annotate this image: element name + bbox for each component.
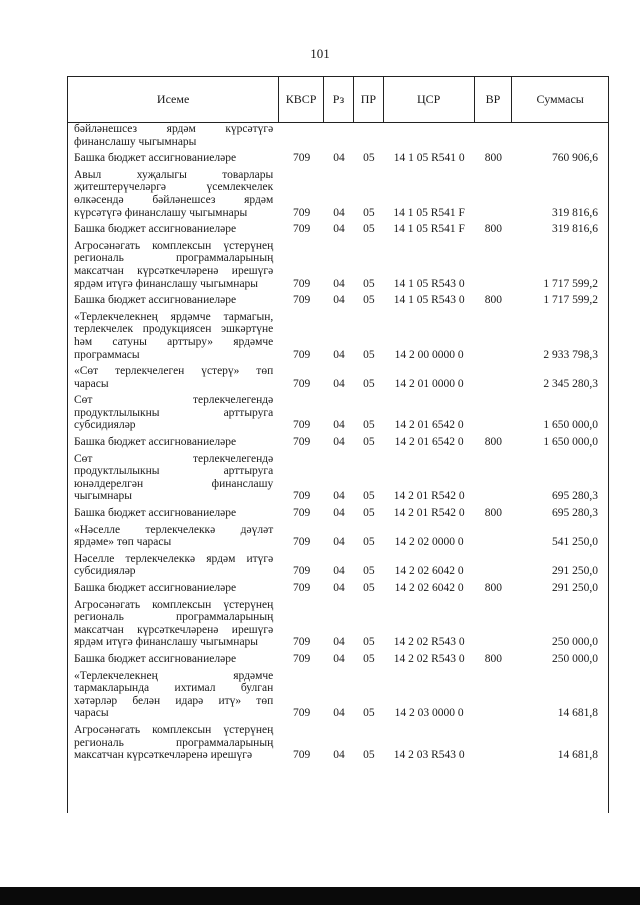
header-rz: Рз <box>324 77 354 122</box>
row-csr: 14 2 03 0000 0 <box>394 707 464 720</box>
row-kvsr: 709 <box>293 582 311 594</box>
row-kvsr: 709 <box>293 490 311 503</box>
table-row <box>68 240 608 290</box>
row-name <box>68 223 279 236</box>
row-sum: 319 816,6 <box>552 223 599 236</box>
table-row <box>68 582 608 595</box>
row-name-line: Башка бюджет ассигнованиеләре <box>74 436 237 449</box>
row-name-line: субсидияләр <box>74 419 136 432</box>
row-pr: 05 <box>363 206 375 219</box>
row-sum: 695 280,3 <box>552 490 599 503</box>
row-name-line: финанслашу чыгымнары <box>74 135 197 148</box>
row-name <box>68 436 279 449</box>
row-name-line: хәтәрләр белән идарә итү» төп <box>74 694 274 707</box>
row-sum: 250 000,0 <box>552 652 599 665</box>
page-number: 101 <box>310 46 330 61</box>
row-name-line: терлекчелек продукциясен эшкәртүне <box>74 323 274 336</box>
row-sum: 541 250,0 <box>552 536 599 549</box>
row-name-line: максатчан күрсәткечләренә ирешүгә <box>74 749 253 762</box>
row-pr: 05 <box>363 152 375 165</box>
row-rz: 04 <box>333 582 345 594</box>
table-row <box>68 123 608 148</box>
row-name-line: «Терлекчелекнең ярдәмче <box>74 669 274 682</box>
row-rz: 04 <box>333 707 345 720</box>
row-kvsr: 709 <box>293 419 311 432</box>
row-name <box>68 524 279 549</box>
row-vr: 800 <box>484 652 503 665</box>
row-csr: 14 2 03 R543 0 <box>393 749 465 762</box>
row-kvsr: 709 <box>293 206 311 219</box>
row-csr: 14 2 02 6042 0 <box>394 565 464 578</box>
row-kvsr: 709 <box>293 565 311 578</box>
row-name <box>68 507 279 520</box>
table-row <box>68 436 608 449</box>
row-name-line: региональ программаларының <box>74 611 274 624</box>
table-row <box>68 169 608 219</box>
row-vr: 800 <box>484 152 503 165</box>
row-rz: 04 <box>333 490 345 503</box>
row-name <box>68 123 279 148</box>
row-kvsr: 709 <box>293 652 311 665</box>
row-kvsr: 709 <box>293 223 311 236</box>
table-row <box>68 653 608 666</box>
row-name-line: Сөт терлекчелегендә <box>74 394 274 407</box>
row-name-line: Авыл хуҗалыгы товарлары <box>74 168 274 181</box>
row-csr: 14 2 01 6542 0 <box>394 436 464 449</box>
header-name: Исеме <box>68 77 279 122</box>
row-kvsr: 709 <box>293 294 311 307</box>
row-sum: 760 906,6 <box>552 152 599 165</box>
row-csr: 14 2 01 R542 0 <box>393 507 465 520</box>
row-vr: 800 <box>484 582 503 594</box>
row-name-line: өлкәсендә бәйләнешсез ярдәм <box>74 193 274 206</box>
row-name-line: региональ программаларының <box>74 736 274 749</box>
row-rz: 04 <box>333 636 345 649</box>
row-name <box>68 653 279 666</box>
row-name-line: региональ программаларының <box>74 252 274 265</box>
row-sum: 14 681,8 <box>557 749 599 762</box>
row-pr: 05 <box>363 348 375 361</box>
row-kvsr: 709 <box>293 536 311 549</box>
row-rz: 04 <box>333 652 345 665</box>
row-name <box>68 453 279 503</box>
row-sum: 291 250,0 <box>552 582 599 594</box>
row-kvsr: 709 <box>293 707 311 720</box>
row-name-line: юнәлдерелгән финанслашу <box>74 477 274 490</box>
table-row <box>68 453 608 503</box>
header-vr: ВР <box>475 77 513 122</box>
row-kvsr: 709 <box>293 377 311 390</box>
row-csr: 14 1 05 R541 0 <box>393 152 465 165</box>
row-name <box>68 294 279 307</box>
row-kvsr: 709 <box>293 152 311 165</box>
row-csr: 14 2 01 6542 0 <box>394 419 464 432</box>
row-name-line: максатчан күрсәткечләренә ирешүгә <box>74 623 274 636</box>
row-name-line: Башка бюджет ассигнованиеләре <box>74 152 237 165</box>
row-rz: 04 <box>333 419 345 432</box>
row-name-line: продуктлылыкны арттыруга <box>74 465 274 478</box>
row-name-line: программасы <box>74 348 140 361</box>
table-row <box>68 599 608 649</box>
row-rz: 04 <box>333 223 345 236</box>
row-name-line: күрсәтүгә финанслашу чыгымнары <box>74 206 248 219</box>
row-sum: 250 000,0 <box>552 636 599 649</box>
row-rz: 04 <box>333 377 345 390</box>
row-name-line: Башка бюджет ассигнованиеләре <box>74 582 237 594</box>
row-name-line: Агросәнәгать комплексын үстерүнең <box>74 723 274 736</box>
row-vr: 800 <box>484 436 503 449</box>
table-row <box>68 223 608 236</box>
row-csr: 14 2 02 6042 0 <box>394 582 464 594</box>
row-name <box>68 724 279 762</box>
row-name-line: максатчан күрсәткечләренә ирешүгә <box>74 264 274 277</box>
table-row <box>68 394 608 432</box>
table-header <box>67 76 609 123</box>
row-pr: 05 <box>363 536 375 549</box>
row-name-line: Агросәнәгать комплексын үстерүнең <box>74 598 274 611</box>
row-name <box>68 394 279 432</box>
table-row <box>68 524 608 549</box>
row-name <box>68 365 279 390</box>
header-pr: ПР <box>354 77 384 122</box>
row-rz: 04 <box>333 152 345 165</box>
row-csr: 14 1 05 R543 0 <box>393 294 465 307</box>
row-kvsr: 709 <box>293 507 311 520</box>
row-rz: 04 <box>333 507 345 520</box>
row-name <box>68 670 279 720</box>
header-sum: Суммасы <box>536 92 584 106</box>
row-kvsr: 709 <box>293 436 311 449</box>
table-row <box>68 294 608 307</box>
table-row <box>68 507 608 520</box>
table-row <box>68 152 608 165</box>
row-csr: 14 1 05 R541 F <box>393 206 465 219</box>
row-sum: 1 650 000,0 <box>543 436 599 449</box>
row-csr: 14 1 05 R543 0 <box>393 277 465 290</box>
row-sum: 2 933 798,3 <box>543 348 599 361</box>
row-name-line: «Терлекчелекнең ярдәмче тармагын, <box>74 310 274 323</box>
row-sum: 695 280,3 <box>552 507 599 520</box>
row-name-line: ярдәм итүгә финанслашу чыгымнары <box>74 636 259 649</box>
row-name-line: чарасы <box>74 707 109 720</box>
table-body <box>67 123 609 813</box>
row-csr: 14 2 02 R543 0 <box>393 652 465 665</box>
row-name-line: Нәселле терлекчелеккә ярдәм итүгә <box>74 552 274 565</box>
row-sum: 2 345 280,3 <box>543 377 599 390</box>
row-name-line: бәйләнешсез ярдәм күрсәтүгә <box>74 123 274 135</box>
table-row <box>68 553 608 578</box>
row-vr: 800 <box>484 294 503 307</box>
row-kvsr: 709 <box>293 348 311 361</box>
row-name-line: Башка бюджет ассигнованиеләре <box>74 223 237 236</box>
row-name-line: Башка бюджет ассигнованиеләре <box>74 507 237 520</box>
row-sum: 1 650 000,0 <box>543 419 599 432</box>
row-pr: 05 <box>363 582 375 594</box>
row-sum: 14 681,8 <box>557 707 599 720</box>
row-name <box>68 599 279 649</box>
row-csr: 14 2 01 0000 0 <box>394 377 464 390</box>
row-csr: 14 2 01 R542 0 <box>393 490 465 503</box>
row-csr: 14 2 02 R543 0 <box>393 636 465 649</box>
row-name <box>68 582 279 595</box>
row-name-line: Сөт терлекчелегендә <box>74 452 274 465</box>
row-csr: 14 2 00 0000 0 <box>394 348 464 361</box>
row-pr: 05 <box>363 377 375 390</box>
row-name-line: Агросәнәгать комплексын үстерүнең <box>74 239 274 252</box>
row-name-line: «Нәселле терлекчелеккә дәүләт <box>74 523 274 536</box>
row-name-line: ярдәм итүгә финанслашу чыгымнары <box>74 277 259 290</box>
row-name <box>68 311 279 361</box>
row-name <box>68 169 279 219</box>
row-vr: 800 <box>484 223 503 236</box>
row-kvsr: 709 <box>293 749 311 762</box>
row-rz: 04 <box>333 536 345 549</box>
table-row <box>68 311 608 361</box>
row-pr: 05 <box>363 294 375 307</box>
row-rz: 04 <box>333 436 345 449</box>
header-kvsr: КВСР <box>279 77 324 122</box>
row-name-line: Башка бюджет ассигнованиеләре <box>74 294 237 307</box>
row-name-line: ярдәме» төп чарасы <box>74 536 172 549</box>
row-pr: 05 <box>363 490 375 503</box>
table-row <box>68 724 608 762</box>
row-pr: 05 <box>363 507 375 520</box>
row-pr: 05 <box>363 436 375 449</box>
row-name <box>68 152 279 165</box>
row-rz: 04 <box>333 206 345 219</box>
row-vr: 800 <box>484 507 503 520</box>
row-pr: 05 <box>363 652 375 665</box>
row-name-line: субсидияләр <box>74 565 136 578</box>
scan-edge <box>0 887 640 905</box>
row-name-line: продуктлылыкны арттыруга <box>74 406 274 419</box>
row-pr: 05 <box>363 749 375 762</box>
table-row <box>68 365 608 390</box>
row-rz: 04 <box>333 277 345 290</box>
row-kvsr: 709 <box>293 636 311 649</box>
row-name-line: Башка бюджет ассигнованиеләре <box>74 652 237 665</box>
row-name-line: җитештерүчеләргә үсемлекчелек <box>74 181 274 194</box>
row-pr: 05 <box>363 707 375 720</box>
row-name-line: чарасы <box>74 377 109 390</box>
row-sum: 319 816,6 <box>552 206 599 219</box>
row-csr: 14 2 02 0000 0 <box>394 536 464 549</box>
row-name-line: чыгымнары <box>74 490 132 503</box>
row-name <box>68 240 279 290</box>
row-pr: 05 <box>363 277 375 290</box>
header-csr: ЦСР <box>384 77 475 122</box>
row-name-line: «Сөт терлекчелеген үстерү» төп <box>74 365 274 378</box>
row-kvsr: 709 <box>293 277 311 290</box>
row-sum: 1 717 599,2 <box>543 277 599 290</box>
row-rz: 04 <box>333 749 345 762</box>
row-pr: 05 <box>363 419 375 432</box>
row-name <box>68 553 279 578</box>
row-pr: 05 <box>363 636 375 649</box>
row-name-line: тармакларында ихтимал булган <box>74 682 274 695</box>
row-csr: 14 1 05 R541 F <box>393 223 465 236</box>
row-rz: 04 <box>333 565 345 578</box>
row-pr: 05 <box>363 565 375 578</box>
table-row <box>68 670 608 720</box>
row-rz: 04 <box>333 348 345 361</box>
row-pr: 05 <box>363 223 375 236</box>
row-sum: 1 717 599,2 <box>543 294 599 307</box>
row-sum: 291 250,0 <box>552 565 599 578</box>
row-rz: 04 <box>333 294 345 307</box>
row-name-line: һәм сатуны арттыру» ярдәмче <box>74 335 274 348</box>
